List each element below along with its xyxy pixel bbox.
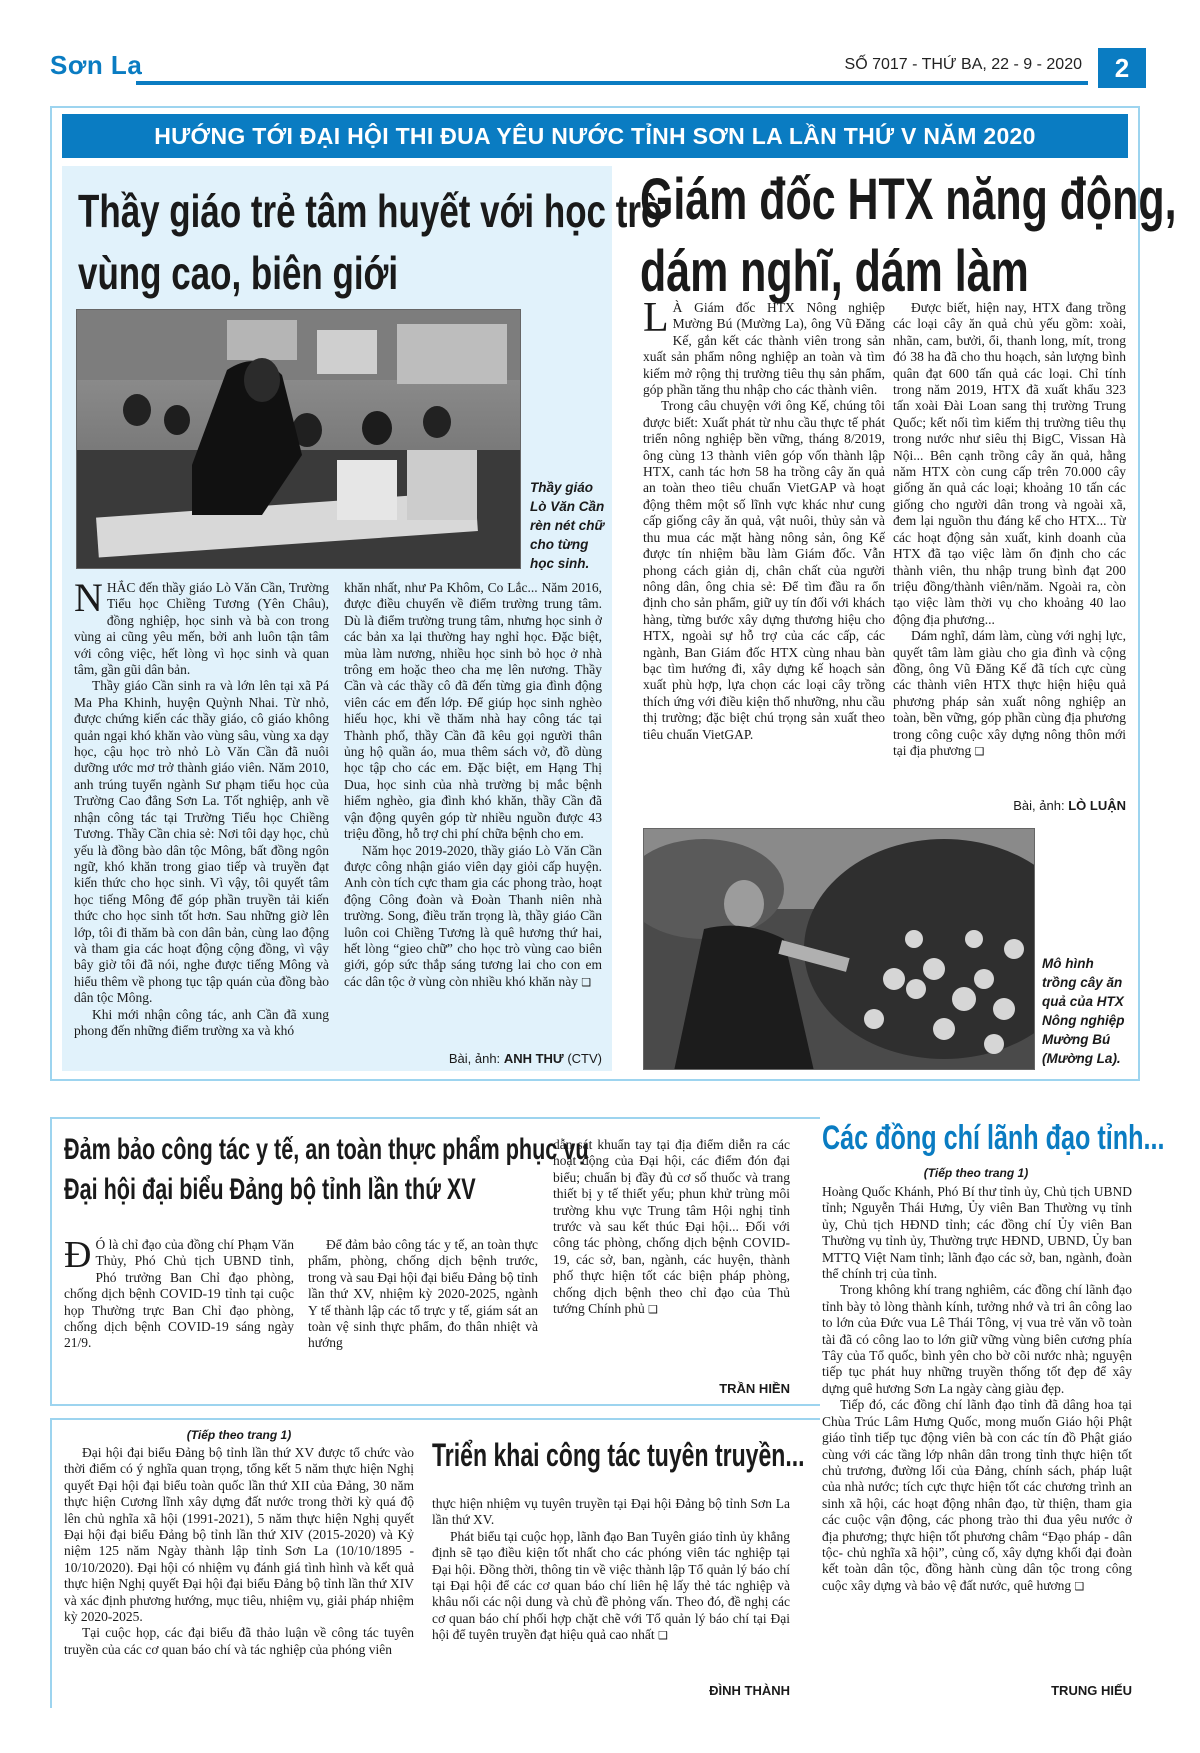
article-propaganda-column-2 bbox=[432, 1496, 790, 1701]
article-htx-headline bbox=[640, 164, 1200, 308]
article-health-byline bbox=[553, 1381, 790, 1396]
paragraph: Phát biểu tại cuộc họp, lãnh đạo Ban Tuyên giáo tỉnh ủy khẳng định sẽ tạo điều kiện tốt nhất cho các phóng viên tác nghiệp tại Đại hội. Đồng thời, thông tin về việc thành lập Tổ quản lý báo chí tại Đại hội để các cơ quan báo chí liên hệ lấy thẻ tác nghiệp và khâu nối các nội dung và chủ đề phỏng vấn. Theo đó, đề nghị các cơ quan báo chí phối hợp chặt chẽ với Tổ quản lý báo chí tại Đại hội để tuyên truyền đạt hiệu quả cao nhất bbox=[432, 1528, 790, 1643]
end-mark: ❑ bbox=[974, 744, 985, 758]
paragraph: Tiếp đó, các đồng chí lãnh đạo tỉnh đã dâng hoa tại Chùa Trúc Lâm Hưng Quốc, mong muốn Giáo hội Phật giáo tỉnh tiếp tục động viên bà con các tín đồ Phật giáo cùng với các tầng lớp nhân dân trong tỉnh thực hiện tốt chủ trương, đường lối của Đảng, chính sách, pháp luật của nhà nước; tích cực thực hiện tốt các chương trình an sinh xã hội, các hoạt động nhân đạo, từ thiện, tham gia các cuộc vận động, các phong trào thi đua yêu nước ở địa phương; thực hiện tốt phương châm “Đạo pháp - dân tộc- chủ nghĩa xã hội”, củng cố, xây dựng khối đại đoàn kết toàn dân tộc, đồng hành cùng dân tộc trong công cuộc xây dựng và bảo vệ đất nước, quê hương bbox=[822, 1397, 1132, 1593]
article-leaders-byline bbox=[822, 1683, 1132, 1698]
caption-line: Nông nghiệp bbox=[1042, 1013, 1125, 1028]
paragraph: Tại cuộc họp, các đại biểu đã thảo luận về công tác tuyên truyền của các cơ quan báo chí và tác nghiệp của phóng viên bbox=[64, 1625, 414, 1657]
paragraph: thực hiện nhiệm vụ tuyên truyền tại Đại hội Đảng bộ tỉnh Sơn La lần thứ XV. bbox=[432, 1496, 790, 1528]
continued-note: (Tiếp theo trang 1) bbox=[186, 1428, 292, 1442]
end-mark: ❑ bbox=[581, 975, 592, 989]
headline: Triển khai công tác tuyên truyền... bbox=[432, 1437, 805, 1473]
paragraph: Thầy giáo Cần sinh ra và lớn lên tại xã Pá Ma Pha Khinh, huyện Quỳnh Nhai. Từ nhỏ, được chứng kiến các thầy giáo, cô giáo không quản ngại khó khăn vào vùng sâu, vùng xa dạy học, cậu học trò nhỏ Lò Văn Cần đã nuôi dưỡng ước mơ trở thành giáo viên. Năm 2010, anh trúng tuyển ngành Sư phạm tiểu học của Trường Cao đẳng Sơn La. Tốt nghiệp, anh về nhận công tác tại Trường Tiểu học Chiềng Tương. Thầy Cần chia sẻ: Nơi tôi dạy học, chủ yếu là đồng bào dân tộc Mông, bất đồng ngôn ngữ, khó khăn trong giao tiếp và truyền đạt kiến thức cho học sinh. Vì vậy, tôi quyết tâm học tiếng Mông để góp phần truyền tải kiến thức cho học sinh tốt hơn. Sau những giờ lên lớp, tôi đi thăm bà con dân bản, cùng lao động và tham gia các hoạt động cộng đồng, vì vậy bây giờ tôi đã nói, nghe được tiếng Mông và hiểu thêm về phong tục tập quán của đồng bào dân tộc Mông. bbox=[74, 678, 329, 1006]
byline-suffix: (CTV) bbox=[567, 1051, 602, 1066]
teacher-photo-caption bbox=[530, 478, 610, 573]
masthead-logo: Sơn La bbox=[50, 50, 143, 80]
article-propaganda-headline bbox=[432, 1435, 832, 1475]
byline-author: LÒ LUẬN bbox=[1068, 798, 1126, 813]
headline-line-2: Đại hội đại biểu Đảng bộ tỉnh lần thứ XV bbox=[64, 1173, 476, 1206]
masthead-rule bbox=[136, 81, 1088, 85]
article-health-column-3 bbox=[553, 1137, 790, 1380]
article-teacher-column-1 bbox=[74, 580, 329, 1060]
htx-photo-caption bbox=[1042, 954, 1134, 1068]
end-mark: ❑ bbox=[658, 1629, 668, 1643]
byline-author: TRUNG HIẾU bbox=[1051, 1683, 1132, 1698]
paragraph: khăn nhất, như Pa Khôm, Co Lắc... Năm 2016, được điều chuyển về điểm trường trung tâm. Dù là điểm trường trung tâm, nhưng học sinh ở các bản xa lại thường hay nghỉ học. Đặc biệt, mùa làm nương, nhiều học sinh bỏ học ở nhà trông em hoặc theo cha mẹ lên nương. Thầy Cần và các thầy cô đã đến từng gia đình động viên các em đến lớp. Để giúp học sinh nghèo hiếu học, khi về thăm nhà hay công tác tại Thành phố, thầy Cần đã kêu gọi người thân ủng hộ quần áo, mua thêm sách vở, đồ dùng học tập cho các em. Đặc biệt, em Hạng Thị Dua, học sinh của nhà trường bị mắc bệnh hiểm nghèo, gia đình khó khăn, thầy Cần đã vận động quyên góp từ nhiều nguồn được 43 triệu đồng, hỗ trợ chi phí chữa bệnh cho em. bbox=[344, 580, 602, 842]
section-banner: HƯỚNG TỚI ĐẠI HỘI THI ĐUA YÊU NƯỚC TỈNH SƠN LA LẦN THỨ V NĂM 2020 bbox=[62, 114, 1128, 158]
caption-line: Lò Văn Cần bbox=[530, 499, 605, 514]
byline-author: ĐÌNH THÀNH bbox=[709, 1683, 790, 1698]
byline-prefix: Bài, ảnh: bbox=[448, 1051, 501, 1066]
article-health-bottom-rule bbox=[50, 1404, 820, 1406]
paragraph: Trong không khí trang nghiêm, các đồng chí lãnh đạo tỉnh bày tỏ lòng thành kính, tưởng nhớ và tri ân công lao to lớn của Đức vua Lê Thái Tông, vị vua trẻ văn võ toàn tài đã có công lao to lớn giữ vững vùng biên cương phía Tây của Tổ quốc, bình yên cho bờ cõi nước nhà; nguyện tiếp tục phát huy những truyền thống tốt đẹp để xây dựng quê hương Sơn La ngày càng giàu đẹp. bbox=[822, 1282, 1132, 1396]
dropcap: Đ bbox=[64, 1237, 92, 1276]
byline-prefix: Bài, ảnh: bbox=[1013, 798, 1065, 813]
article-teacher-byline bbox=[344, 1051, 602, 1066]
orchard-image bbox=[644, 829, 1035, 1070]
paragraph: Hoàng Quốc Khánh, Phó Bí thư tỉnh ủy, Chủ tịch UBND tỉnh; Nguyễn Thái Hưng, Ủy viên Ban Thường vụ tỉnh ủy, Chủ tịch HĐND tỉnh; các đồng chí Ủy viên Ban Thường vụ tỉnh ủy, Thường trực HĐND, UBND, Ủy ban MTTQ Việt Nam tỉnh; lãnh đạo các sở, ban, ngành, đoàn thể chính trị của tỉnh. bbox=[822, 1184, 1132, 1282]
byline-author: ANH THƯ bbox=[503, 1051, 564, 1066]
article-propaganda-byline bbox=[432, 1683, 790, 1698]
continued-note: (Tiếp theo trang 1) bbox=[923, 1166, 1029, 1180]
headline-line-2: vùng cao, biên giới bbox=[78, 247, 399, 299]
paragraph: À Giám đốc HTX Nông nghiệp Mường Bú (Mường La), ông Vũ Đăng Kế, gắn kết các thành viên trong sản xuất sản phẩm nông nghiệp an toàn và tìm kiếm mở rộng thị trường tiêu thụ sản phẩm, góp phần tăng thu nhập cho các thành viên. bbox=[643, 300, 885, 398]
article-htx-column-1 bbox=[643, 300, 885, 815]
caption-line: Mô hình bbox=[1042, 956, 1094, 971]
paragraph: Đại hội đại biểu Đảng bộ tỉnh lần thứ XV được tổ chức vào thời điểm có ý nghĩa quan trọng, tổng kết 5 năm thực hiện Nghị quyết Đại hội đại biểu toàn quốc lần thứ XII của Đảng, 30 năm thực hiện Cương lĩnh xây dựng đất nước trong thời kỳ quá độ lên chủ nghĩa xã hội (1991-2021), 5 năm thực hiện Nghị quyết Đại hội đại biểu Đảng bộ tỉnh lần thứ XIV (2015-2020) và Kỷ niệm 125 năm Ngày thành lập tỉnh Sơn La (10/10/1895 - 10/10/2020). Đại hội có nhiệm vụ đánh giá tình hình và kết quả thực hiện Nghị quyết Đại hội đại biểu Đảng bộ tỉnh lần thứ XIV và xác định phương hướng, mục tiêu, nhiệm vụ, giải pháp nhiệm kỳ 2020-2025. bbox=[64, 1445, 414, 1625]
headline-line-1: Đảm bảo công tác y tế, an toàn thực phẩm phục vụ bbox=[64, 1133, 589, 1166]
caption-line: Thầy giáo bbox=[530, 480, 594, 495]
paragraph: dẫn sát khuẩn tay tại địa điểm diễn ra các hoạt động của Đại hội, các điểm đón đại biểu; chuẩn bị đầy đủ cơ số thuốc và trang thiết bị y tế thiết yếu; phun khử trùng môi trường khu vực Trung tâm Hội nghị tỉnh trước và sau kết thúc Đại hội... Đối với công tác phòng, chống dịch bệnh COVID-19, các sở, ban, ngành, các huyện, thành phố thực hiện tốt các biện pháp phòng, chống dịch bệnh theo chỉ đạo của Thủ tướng Chính phủ bbox=[553, 1137, 790, 1317]
teacher-classroom-photo bbox=[76, 309, 521, 569]
classroom-image bbox=[77, 310, 521, 569]
dropcap: L bbox=[643, 300, 669, 341]
paragraph: Ó là chỉ đạo của đồng chí Phạm Văn Thủy, Phó Chủ tịch UBND tỉnh, Phó trưởng Ban Chỉ đạo phòng, chống dịch bệnh COVID-19 tỉnh tại cuộc họp Thường trực Ban Chỉ đạo phòng, chống dịch bệnh COVID-19 sáng ngày 21/9. bbox=[64, 1237, 294, 1351]
article-health-column-2 bbox=[308, 1237, 538, 1397]
paragraph: Dám nghĩ, dám làm, cùng với nghị lực, quyết tâm làm giàu cho gia đình và cộng đồng, ông Vũ Đăng Kế đã tích cực cùng các thành viên HTX thực hiện hiệu quả phương pháp sản xuất nông nghiệp an toàn, bền vững, góp phần cùng địa phương trong công cuộc xây dựng nông thôn mới tại địa phương bbox=[893, 628, 1126, 758]
article-propaganda-top-rule bbox=[50, 1418, 820, 1420]
article-health-left-rule bbox=[50, 1117, 52, 1405]
article-propaganda-left-rule bbox=[50, 1418, 52, 1708]
caption-line: cho từng bbox=[530, 537, 589, 552]
paragraph: HẮC đến thầy giáo Lò Văn Cần, Trường Tiểu học Chiềng Tương (Yên Châu), đồng nghiệp, học sinh và bà con trong vùng ai cũng yêu mến, bởi anh luôn tận tâm với công việc, hết lòng vì học sinh và quan tâm, gần gũi dân bản. bbox=[74, 580, 329, 678]
htx-orchard-photo bbox=[643, 828, 1035, 1070]
paragraph: Được biết, hiện nay, HTX đang trồng các loại cây ăn quả chủ yếu gồm: xoài, nhãn, cam, bưởi, ổi, thanh long, mít, trong đó 38 ha đã cho thu hoạch, sản lượng bình quân đạt 600 tấn quả các loại. Chỉ tính trong năm 2019, HTX đã xuất khẩu 323 tấn xoài Đài Loan sang thị trường Trung Quốc; kết nối tìm kiếm thị trường tiêu thụ trong nước như siêu thị BigC, Vissan Hà Nội... Bên cạnh trồng cây ăn quả, hằng năm HTX còn cung cấp trên 70.000 cây giống ăn quả các loại; khoảng 10 tấn các giống cho người dân trong và ngoài xã, đem lại nguồn thu đáng kể cho HTX... Từ các hoạt động sản xuất, kinh doanh của HTX đã tạo việc làm ổn định cho các thành viên, thu nhập trung bình đạt 200 triệu đồng/thành viên/năm. Ngoài ra, còn tạo việc làm thời vụ cho khoảng 40 lao động địa phương... bbox=[893, 300, 1126, 627]
article-health-top-rule bbox=[50, 1117, 820, 1119]
headline-line-1: Thầy giáo trẻ tâm huyết với học trò bbox=[78, 185, 663, 237]
headline-line-2: dám nghĩ, dám làm bbox=[640, 239, 1029, 304]
end-mark: ❑ bbox=[1074, 1579, 1085, 1593]
article-htx-byline bbox=[893, 798, 1126, 813]
issue-info: SỐ 7017 - THỨ BA, 22 - 9 - 2020 bbox=[844, 56, 1082, 73]
article-leaders-column bbox=[822, 1184, 1132, 1684]
caption-line: rèn nét chữ bbox=[530, 518, 605, 533]
article-leaders-headline bbox=[822, 1118, 1200, 1158]
byline-author: TRẦN HIỀN bbox=[719, 1381, 790, 1396]
dropcap: N bbox=[74, 580, 103, 620]
paragraph: Trong câu chuyện với ông Kế, chúng tôi được biết: Xuất phát từ nhu cầu thực tế phát triển nông nghiệp bền vững, tháng 8/2019, ông cùng 13 thành viên góp vốn thành lập HTX, canh tác hơn 58 ha trồng cây ăn quả an toàn theo tiêu chuẩn VietGAP và hoạt động thêm một số lĩnh vực khác như cung cấp giống cây ăn quả, vật nuôi, thủy sản và thu mua các mặt hàng nông sản, ông Kế được tín nhiệm bầu làm Giám đốc. Vẫn phong cách giản dị, chân chất của người nông dân, ông chia sẻ: Để tìm đầu ra ổn định cho sản phẩm, giữ uy tín đối với khách hàng, từng bước xây dựng thương hiệu cho HTX, ngoài sự hỗ trợ của các cấp, các ngành, Ban Giám đốc HTX cùng nhau bàn bạc tìm hướng đi, xây dựng kế hoạch sản xuất phù hợp, lựa chọn các loại cây trồng thích ứng với điều kiện thổ nhưỡng, nhu cầu thị trường; đặc biệt chú trọng sản xuất theo tiêu chuẩn VietGAP. bbox=[643, 398, 885, 742]
caption-line: học sinh. bbox=[530, 556, 590, 571]
article-teacher-column-2 bbox=[344, 580, 602, 1048]
article-propaganda-column-1 bbox=[64, 1445, 414, 1700]
article-health-column-1 bbox=[64, 1237, 294, 1387]
caption-line: Mường Bú bbox=[1042, 1032, 1111, 1047]
paragraph: Khi mới nhận công tác, anh Cần đã xung phong đến những điểm trường xa và khó bbox=[74, 1006, 329, 1038]
headline: Các đồng chí lãnh đạo tỉnh... bbox=[822, 1119, 1165, 1157]
paragraph: Để đảm bảo công tác y tế, an toàn thực phẩm, phòng, chống dịch bệnh trước, trong và sau Đại hội đại biểu Đảng bộ tỉnh lần thứ XV, nhiệm kỳ 2020-2025, ngành Y tế thành lập các tổ trực y tế, giám sát an toàn vệ sinh thực phẩm, đo thân nhiệt và hướng bbox=[308, 1237, 538, 1351]
paragraph: Năm học 2019-2020, thầy giáo Lò Văn Cần được công nhận giáo viên dạy giỏi cấp huyện. Anh còn tích cực tham gia các phong trào, hoạt động Công đoàn và Đoàn Thanh niên nhà trường. Song, điều trăn trọng là, thầy giáo Cần luôn coi Chiềng Tương là quê hương thứ hai, hết lòng “gieo chữ” cho học trò vùng cao biên giới, góp sức thắp sáng tương lai cho con em các dân tộc ở vùng còn nhiều khó khăn này bbox=[344, 842, 602, 989]
caption-line: trồng cây ăn bbox=[1042, 975, 1123, 990]
article-htx-column-2 bbox=[893, 300, 1126, 810]
page-number: 2 bbox=[1098, 48, 1146, 88]
caption-line: quả của HTX bbox=[1042, 994, 1124, 1009]
end-mark: ❑ bbox=[648, 1303, 658, 1317]
headline-line-1: Giám đốc HTX năng động, bbox=[640, 167, 1177, 232]
caption-line: (Mường La). bbox=[1042, 1051, 1121, 1066]
